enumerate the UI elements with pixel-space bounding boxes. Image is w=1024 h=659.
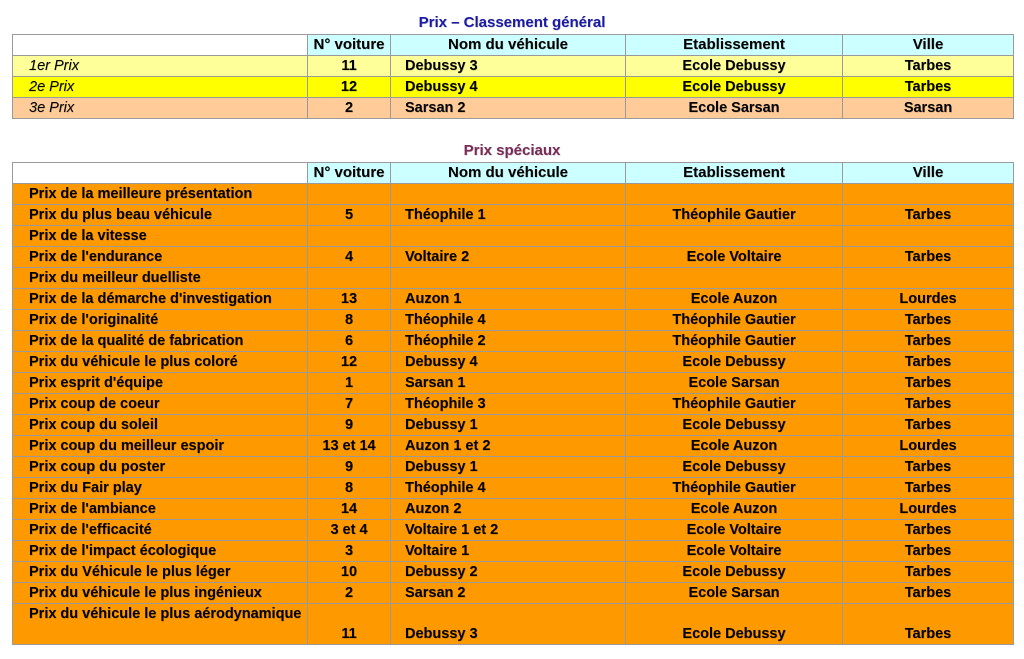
school-cell: Ecole Debussy [626,77,843,98]
prize-cell: Prix du plus beau véhicule [13,205,308,226]
special-header-row [13,163,1014,184]
header-blank-cell [13,163,308,184]
vehicle-cell: Debussy 4 [391,352,626,373]
header-city: Ville [843,163,1014,184]
prize-cell: Prix du Véhicule le plus léger [13,562,308,583]
city-cell: Tarbes [843,373,1014,394]
school-cell: Théophile Gautier [626,331,843,352]
prize-cell: 2e Prix [13,77,308,98]
prize-cell: Prix de l'efficacité [13,520,308,541]
table-row [13,415,1014,436]
vehicle-cell: Auzon 2 [391,499,626,520]
vehicle-cell: Debussy 3 [391,604,626,645]
special-prizes-table [12,162,1014,645]
table-row [13,352,1014,373]
table-row [13,56,1014,77]
city-cell: Tarbes [843,583,1014,604]
vehicle-cell: Debussy 1 [391,415,626,436]
table-row [13,247,1014,268]
prize-cell: Prix coup de coeur [13,394,308,415]
vehicle-cell [391,268,626,289]
table-row [13,499,1014,520]
prize-cell: 1er Prix [13,56,308,77]
table-row [13,541,1014,562]
prize-cell: Prix du meilleur duelliste [13,268,308,289]
special-prizes-body [13,184,1014,645]
prize-cell: 3e Prix [13,98,308,119]
header-blank-cell [13,35,308,56]
prize-cell: Prix esprit d'équipe [13,373,308,394]
vehicle-cell: Debussy 3 [391,56,626,77]
table-row [13,373,1014,394]
car-number-cell: 10 [308,562,391,583]
prize-cell: Prix de la meilleure présentation [13,184,308,205]
city-cell: Tarbes [843,205,1014,226]
vehicle-cell: Théophile 3 [391,394,626,415]
school-cell: Ecole Debussy [626,562,843,583]
car-number-cell: 8 [308,310,391,331]
school-cell: Théophile Gautier [626,205,843,226]
city-cell: Tarbes [843,478,1014,499]
table-row [13,331,1014,352]
prize-cell: Prix de la vitesse [13,226,308,247]
general-ranking-title: Prix – Classement général [418,14,606,31]
prize-cell: Prix du Fair play [13,478,308,499]
table-row [13,436,1014,457]
prize-cell: Prix de l'impact écologique [13,541,308,562]
school-cell: Ecole Auzon [626,289,843,310]
city-cell: Lourdes [843,499,1014,520]
city-cell [843,184,1014,205]
city-cell: Tarbes [843,604,1014,645]
prize-cell: Prix de l'ambiance [13,499,308,520]
car-number-cell: 12 [308,352,391,373]
vehicle-cell: Voltaire 1 [391,541,626,562]
car-number-cell: 13 [308,289,391,310]
table-row [13,310,1014,331]
vehicle-cell: Sarsan 1 [391,373,626,394]
table-row [13,457,1014,478]
table-row [13,205,1014,226]
vehicle-cell: Debussy 1 [391,457,626,478]
header-school: Etablissement [626,163,843,184]
table-row [13,562,1014,583]
car-number-cell: 11 [308,604,391,645]
prize-cell: Prix de l'endurance [13,247,308,268]
city-cell: Tarbes [843,562,1014,583]
header-car-number: N° voiture [308,35,391,56]
car-number-cell: 8 [308,478,391,499]
city-cell: Tarbes [843,415,1014,436]
school-cell [626,184,843,205]
table-row [13,520,1014,541]
vehicle-cell: Sarsan 2 [391,98,626,119]
vehicle-cell: Théophile 2 [391,331,626,352]
table-row [13,77,1014,98]
vehicle-cell [391,184,626,205]
car-number-cell: 6 [308,331,391,352]
prize-cell: Prix de la démarche d'investigation [13,289,308,310]
prize-cell: Prix du véhicule le plus aérodynamique [13,604,308,645]
general-header-row [13,35,1014,56]
city-cell [843,226,1014,247]
car-number-cell [308,226,391,247]
school-cell: Ecole Debussy [626,457,843,478]
school-cell: Ecole Voltaire [626,541,843,562]
city-cell: Tarbes [843,352,1014,373]
city-cell: Tarbes [843,394,1014,415]
car-number-cell: 1 [308,373,391,394]
vehicle-cell: Théophile 4 [391,478,626,499]
city-cell: Tarbes [843,77,1014,98]
table-row [13,289,1014,310]
car-number-cell: 4 [308,247,391,268]
school-cell: Ecole Debussy [626,604,843,645]
school-cell: Ecole Debussy [626,415,843,436]
table-row [13,583,1014,604]
header-vehicle-name: Nom du véhicule [391,35,626,56]
city-cell: Sarsan [843,98,1014,119]
school-cell: Théophile Gautier [626,478,843,499]
city-cell: Tarbes [843,541,1014,562]
car-number-cell: 14 [308,499,391,520]
city-cell [843,268,1014,289]
school-cell: Théophile Gautier [626,394,843,415]
school-cell: Ecole Voltaire [626,520,843,541]
header-city: Ville [843,35,1014,56]
vehicle-cell: Debussy 2 [391,562,626,583]
car-number-cell: 2 [308,583,391,604]
school-cell: Ecole Debussy [626,56,843,77]
school-cell: Ecole Auzon [626,499,843,520]
table-row [13,98,1014,119]
city-cell: Tarbes [843,457,1014,478]
car-number-cell: 13 et 14 [308,436,391,457]
vehicle-cell [391,226,626,247]
vehicle-cell: Voltaire 2 [391,247,626,268]
prize-cell: Prix coup du poster [13,457,308,478]
table-row [13,268,1014,289]
table-row [13,184,1014,205]
car-number-cell: 9 [308,457,391,478]
prize-cell: Prix coup du meilleur espoir [13,436,308,457]
vehicle-cell: Théophile 1 [391,205,626,226]
special-prizes-title: Prix spéciaux [463,142,561,159]
school-cell: Ecole Auzon [626,436,843,457]
prize-cell: Prix de la qualité de fabrication [13,331,308,352]
vehicle-cell: Auzon 1 [391,289,626,310]
city-cell: Tarbes [843,331,1014,352]
school-cell: Ecole Sarsan [626,583,843,604]
school-cell: Ecole Sarsan [626,98,843,119]
vehicle-cell: Voltaire 1 et 2 [391,520,626,541]
car-number-cell: 2 [308,98,391,119]
table-row [13,478,1014,499]
prize-cell: Prix de l'originalité [13,310,308,331]
vehicle-cell: Sarsan 2 [391,583,626,604]
car-number-cell: 3 et 4 [308,520,391,541]
school-cell [626,226,843,247]
prize-cell: Prix du véhicule le plus ingénieux [13,583,308,604]
city-cell: Tarbes [843,520,1014,541]
table-row [13,394,1014,415]
car-number-cell: 3 [308,541,391,562]
city-cell: Tarbes [843,56,1014,77]
city-cell: Tarbes [843,247,1014,268]
header-car-number: N° voiture [308,163,391,184]
vehicle-cell: Debussy 4 [391,77,626,98]
vehicle-cell: Auzon 1 et 2 [391,436,626,457]
city-cell: Lourdes [843,289,1014,310]
table-row [13,226,1014,247]
table-row [13,604,1014,645]
header-school: Etablissement [626,35,843,56]
general-ranking-table [12,34,1014,119]
header-vehicle-name: Nom du véhicule [391,163,626,184]
city-cell: Tarbes [843,310,1014,331]
school-cell: Ecole Sarsan [626,373,843,394]
car-number-cell: 9 [308,415,391,436]
car-number-cell [308,268,391,289]
car-number-cell [308,184,391,205]
car-number-cell: 5 [308,205,391,226]
school-cell: Ecole Voltaire [626,247,843,268]
prize-cell: Prix du véhicule le plus coloré [13,352,308,373]
prize-cell: Prix coup du soleil [13,415,308,436]
school-cell [626,268,843,289]
school-cell: Théophile Gautier [626,310,843,331]
car-number-cell: 12 [308,77,391,98]
car-number-cell: 11 [308,56,391,77]
school-cell: Ecole Debussy [626,352,843,373]
city-cell: Lourdes [843,436,1014,457]
vehicle-cell: Théophile 4 [391,310,626,331]
car-number-cell: 7 [308,394,391,415]
